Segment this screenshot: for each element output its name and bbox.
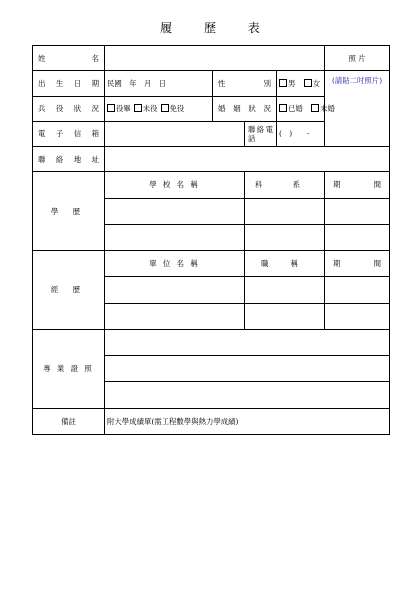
address-label: 聯 絡 地 址	[33, 147, 105, 172]
checkbox-icon	[161, 104, 169, 112]
checkbox-icon	[279, 104, 287, 112]
marital-label: 婚 姻 狀 況	[213, 96, 277, 121]
birth-field[interactable]: 民國 年 月 日	[105, 71, 213, 96]
military-option-exempt[interactable]	[161, 103, 184, 114]
remarks-label: 備註	[33, 408, 105, 434]
checkbox-icon	[107, 104, 115, 112]
certificate-field[interactable]	[105, 382, 390, 408]
education-header-school	[105, 172, 245, 198]
gender-option-male[interactable]	[279, 78, 295, 89]
military-label: 兵 役 狀 況	[33, 96, 105, 121]
name-field[interactable]	[105, 46, 325, 71]
email-label: 電 子 信 箱	[33, 121, 105, 146]
gender-label: 性 別	[213, 71, 277, 96]
education-header-major-text: 科 系	[254, 180, 315, 190]
work-header-unit	[105, 251, 245, 277]
checkbox-icon	[311, 104, 319, 112]
work-period-field[interactable]	[325, 303, 390, 329]
military-option-completed[interactable]	[107, 103, 130, 114]
military-option-label: 役畢	[116, 104, 131, 114]
gender-option-label: 男	[288, 78, 296, 88]
gender-option-female[interactable]	[304, 78, 320, 89]
education-header-period: 期 間	[325, 172, 390, 198]
military-option-label: 未役	[142, 104, 158, 114]
email-field[interactable]	[105, 121, 245, 146]
education-school-field[interactable]	[105, 224, 245, 250]
work-label-text: 經 歷	[50, 285, 87, 295]
education-period-field[interactable]	[325, 224, 390, 250]
military-option-not-served[interactable]	[134, 103, 157, 114]
gender-options	[277, 71, 325, 96]
work-title-field[interactable]	[245, 277, 325, 303]
certificate-field[interactable]	[105, 329, 390, 355]
work-period-field[interactable]	[325, 277, 390, 303]
education-label	[33, 172, 105, 251]
name-label: 姓 名	[33, 46, 105, 71]
contact-phone-label: 聯絡電話	[245, 121, 277, 146]
work-header-period: 期 間	[325, 251, 390, 277]
education-major-field[interactable]	[245, 198, 325, 224]
work-unit-field[interactable]	[105, 277, 245, 303]
work-unit-field[interactable]	[105, 303, 245, 329]
work-label	[33, 251, 105, 330]
education-label-text: 學 歷	[50, 206, 87, 216]
gender-option-label: 女	[312, 78, 321, 88]
photo-label: 照 片	[325, 46, 390, 71]
checkbox-icon	[134, 104, 142, 112]
phone-field[interactable]: ( ) -	[277, 121, 325, 146]
page-title: 履 歷 表	[160, 21, 274, 35]
marital-options	[277, 96, 335, 121]
work-header-title	[245, 251, 325, 277]
remarks-field[interactable]: 附大學成績單(需工程數學與熱力學成績)	[105, 408, 390, 434]
military-option-label: 免役	[169, 104, 184, 114]
education-period-field[interactable]	[325, 198, 390, 224]
certificates-label-text: 專 業 證 照	[43, 364, 94, 374]
work-title-field[interactable]	[245, 303, 325, 329]
resume-form	[32, 45, 390, 435]
photo-note: (請貼二吋照片)	[331, 75, 383, 85]
work-header-unit-text: 單 位 名 稱	[149, 259, 200, 269]
work-header-title-text: 職 稱	[260, 259, 309, 269]
address-field[interactable]	[105, 147, 390, 172]
certificate-field[interactable]	[105, 356, 390, 382]
education-major-field[interactable]	[245, 224, 325, 250]
marital-option-label: 未婚	[320, 104, 335, 114]
checkbox-icon	[304, 79, 312, 87]
education-header-major	[245, 172, 325, 198]
education-school-field[interactable]	[105, 198, 245, 224]
marital-option-label: 已婚	[288, 104, 303, 114]
education-header-school-text: 學 校 名 稱	[149, 180, 200, 190]
military-options	[105, 96, 213, 121]
marital-option-married[interactable]	[279, 103, 303, 114]
certificates-label	[33, 329, 105, 408]
marital-option-single[interactable]	[311, 103, 335, 114]
checkbox-icon	[279, 79, 287, 87]
birth-label: 出 生 日 期	[33, 71, 105, 96]
